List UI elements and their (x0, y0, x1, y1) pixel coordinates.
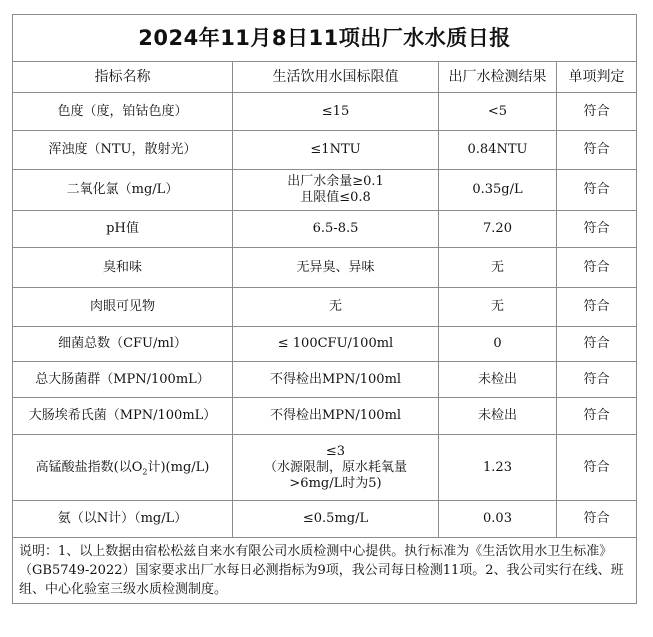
table-row (13, 362, 637, 398)
report-sheet (12, 14, 636, 604)
limit-value (233, 435, 439, 501)
indicator-name: 二氧化氯（mg/L） (13, 170, 233, 211)
header-national-limit: 生活饮用水国标限值 (233, 62, 439, 93)
result-value: 0.03 (439, 501, 557, 538)
table-row (13, 170, 637, 211)
indicator-name: 浑浊度（NTU，散射光） (13, 131, 233, 170)
indicator-name (13, 435, 233, 501)
verdict-value: 符合 (557, 327, 637, 362)
verdict-value: 符合 (557, 435, 637, 501)
indicator-name-part: 计)(mg/L) (147, 459, 210, 475)
limit-value: 无 (233, 288, 439, 327)
footnote: 说明：1、以上数据由宿松松兹自来水有限公司水质检测中心提供。执行标准为《生活饮用水卫生标准》（GB5749-2022）国家要求出厂水每日必测指标为9项，我公司每日检测11项。2、我公司实行在线、班组、中心化验室三级水质检测制度。 (13, 538, 637, 604)
indicator-name: 总大肠菌群（MPN/100mL） (13, 362, 233, 398)
limit-value: 6.5-8.5 (233, 211, 439, 248)
result-value: <5 (439, 93, 557, 131)
table-header-row (13, 62, 637, 93)
indicator-name-part: 高锰酸盐指数(以O (35, 459, 143, 475)
indicator-name: 肉眼可见物 (13, 288, 233, 327)
table-row (13, 501, 637, 538)
header-indicator-name: 指标名称 (13, 62, 233, 93)
limit-value: 不得检出MPN/100ml (233, 398, 439, 435)
report-title: 2024年11月8日11项出厂水水质日报 (13, 15, 637, 62)
result-value: 7.20 (439, 211, 557, 248)
limit-value: ≤1NTU (233, 131, 439, 170)
result-value: 未检出 (439, 398, 557, 435)
indicator-name: pH值 (13, 211, 233, 248)
table-row (13, 288, 637, 327)
limit-value: ≤ 100CFU/100ml (233, 327, 439, 362)
verdict-value: 符合 (557, 248, 637, 288)
limit-value (233, 170, 439, 211)
limit-value: 不得检出MPN/100ml (233, 362, 439, 398)
verdict-value: 符合 (557, 501, 637, 538)
limit-line: ≤3 (325, 443, 346, 459)
limit-value: 无异臭、异味 (233, 248, 439, 288)
verdict-value: 符合 (557, 362, 637, 398)
limit-value: ≤0.5mg/L (233, 501, 439, 538)
result-value: 0.84NTU (439, 131, 557, 170)
indicator-name: 大肠埃希氏菌（MPN/100mL） (13, 398, 233, 435)
table-row (13, 435, 637, 501)
indicator-name: 臭和味 (13, 248, 233, 288)
note-row (13, 538, 637, 604)
indicator-name: 细菌总数（CFU/ml） (13, 327, 233, 362)
limit-line: 且限值≤0.8 (300, 190, 371, 205)
limit-line: （水源限制，原水耗氧量 (263, 459, 407, 475)
result-value: 无 (439, 288, 557, 327)
limit-line: 出厂水余量≥0.1 (287, 174, 384, 189)
table-row (13, 327, 637, 362)
result-value: 无 (439, 248, 557, 288)
limit-line: >6mg/L时为5) (289, 475, 382, 491)
verdict-value: 符合 (557, 170, 637, 211)
result-value: 0 (439, 327, 557, 362)
verdict-value: 符合 (557, 288, 637, 327)
result-value: 0.35g/L (439, 170, 557, 211)
verdict-value: 符合 (557, 211, 637, 248)
water-quality-table (12, 14, 637, 604)
indicator-name: 色度（度，铂钴色度） (13, 93, 233, 131)
header-verdict: 单项判定 (557, 62, 637, 93)
result-value: 未检出 (439, 362, 557, 398)
table-row (13, 93, 637, 131)
verdict-value: 符合 (557, 398, 637, 435)
table-row (13, 248, 637, 288)
table-row (13, 398, 637, 435)
indicator-name: 氨（以N计）（mg/L） (13, 501, 233, 538)
limit-value: ≤15 (233, 93, 439, 131)
result-value: 1.23 (439, 435, 557, 501)
header-test-result: 出厂水检测结果 (439, 62, 557, 93)
table-row (13, 211, 637, 248)
verdict-value: 符合 (557, 93, 637, 131)
subscript-two: 2 (142, 467, 148, 477)
verdict-value: 符合 (557, 131, 637, 170)
table-row (13, 131, 637, 170)
